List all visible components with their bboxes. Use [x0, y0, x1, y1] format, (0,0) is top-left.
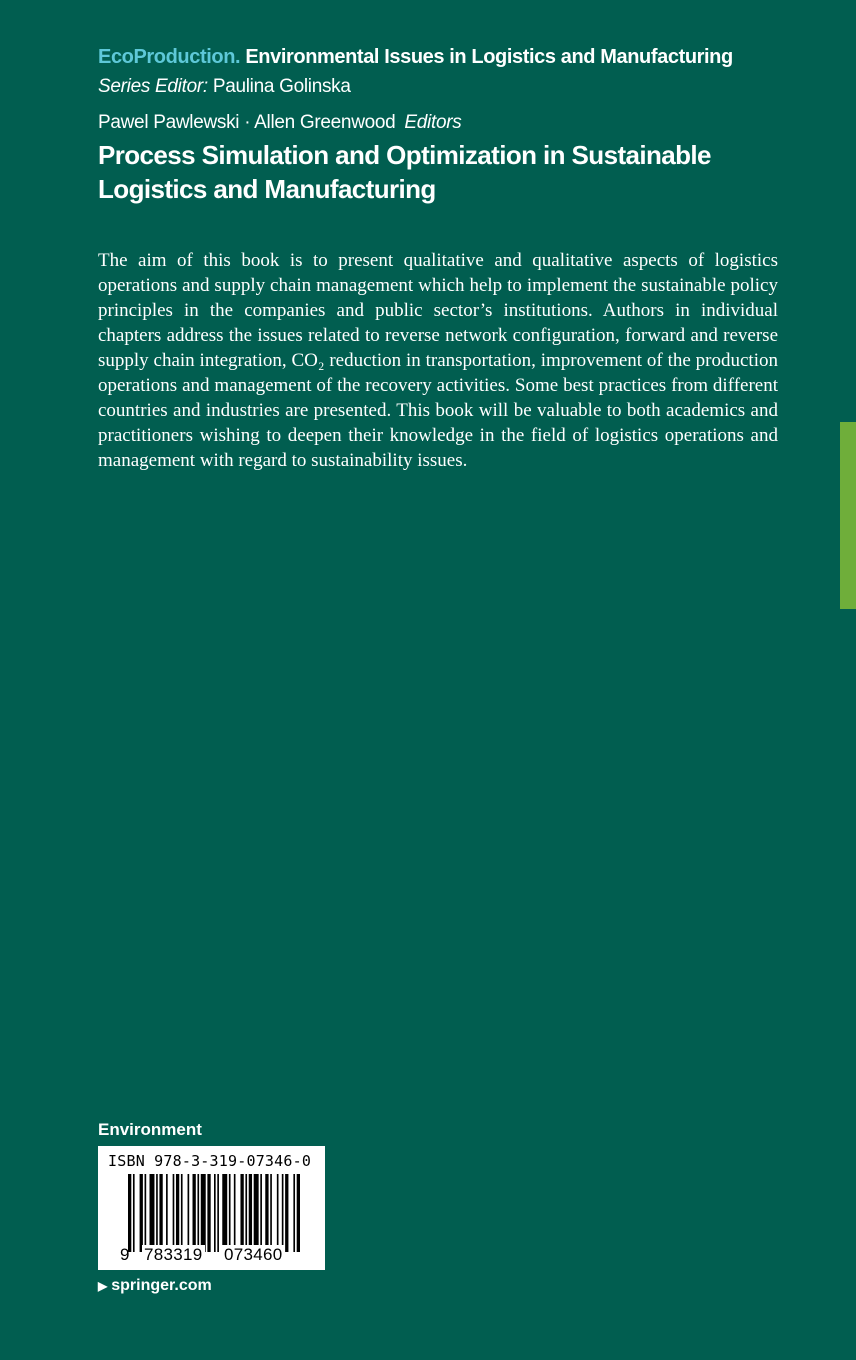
book-title: Process Simulation and Optimization in Sustainable Logistics and Manufacturing	[98, 140, 711, 204]
barcode-bar	[240, 1174, 243, 1252]
barcode-bar	[166, 1174, 168, 1252]
barcode-bar	[173, 1174, 175, 1252]
barcode-bar	[297, 1174, 300, 1252]
subject-category: Environment	[98, 1120, 202, 1139]
series-editor-name: Paulina Golinska	[212, 76, 351, 97]
play-arrow-icon: ▶	[98, 1279, 108, 1293]
series-editor-line	[98, 76, 351, 98]
barcode-bar	[156, 1174, 158, 1252]
series-heading	[98, 46, 733, 69]
side-color-tab	[840, 422, 856, 609]
barcode-bar	[260, 1174, 262, 1252]
barcode-bar	[249, 1174, 252, 1252]
barcode-bar	[128, 1174, 131, 1252]
barcode-bar	[214, 1174, 216, 1252]
barcode-bar	[159, 1174, 162, 1252]
isbn-barcode	[98, 1146, 325, 1270]
barcode-bar	[188, 1174, 190, 1252]
barcode-bar	[176, 1174, 179, 1252]
editor-names: Pawel Pawlewski · Allen Greenwood	[98, 112, 396, 133]
editors-line	[98, 112, 461, 134]
ean-left-digits: 783319	[144, 1245, 203, 1264]
barcode-bar	[277, 1174, 279, 1252]
barcode-bar	[217, 1174, 219, 1252]
barcode-bar	[245, 1174, 247, 1252]
series-editor-label: Series Editor:	[98, 76, 208, 97]
ean-prefix-digit: 9	[120, 1245, 130, 1264]
barcode-bar	[150, 1174, 155, 1252]
barcode-bar	[285, 1174, 288, 1252]
barcode-bar	[222, 1174, 227, 1252]
barcode-bar	[207, 1174, 210, 1252]
barcode-bar	[265, 1174, 268, 1252]
barcode-bar	[133, 1174, 135, 1252]
isbn-label: ISBN 978-3-319-07346-0	[108, 1152, 312, 1170]
barcode-bar	[234, 1174, 236, 1252]
barcode-bar	[293, 1174, 295, 1252]
barcode-bar	[140, 1174, 143, 1252]
series-title: Environmental Issues in Logistics and Manufacturing	[245, 46, 733, 68]
barcode-bar	[254, 1174, 259, 1252]
website-text: springer.com	[111, 1277, 212, 1294]
editors-role: Editors	[404, 112, 462, 133]
book-description: The aim of this book is to present qualitative and qualitative aspects of logistics operations and supply chain management which help to implement the sustainable policy principles in the companies and public sector’s institutions. Authors in individual chapters address the issues related to reverse network configuration, forward and reverse supply chain integration, CO₂ reduction in transportation, improvement of the production operations and management of the recovery activities. Some best practices from different countries and industries are presented. This book will be valuable to both academics and practitioners wishing to deepen their knowledge in the field of logistics operations and management with regard to sustainability issues.	[98, 250, 778, 471]
barcode-bar	[197, 1174, 199, 1252]
barcode-bar	[181, 1174, 183, 1252]
barcode-bar	[145, 1174, 147, 1252]
barcode-bar	[193, 1174, 196, 1252]
ean-right-digits: 073460	[224, 1245, 283, 1264]
barcode-bars	[128, 1174, 300, 1252]
barcode-bar	[270, 1174, 272, 1252]
publisher-website[interactable]	[98, 1277, 212, 1295]
barcode-bar	[229, 1174, 231, 1252]
barcode-bar	[201, 1174, 206, 1252]
series-name: EcoProduction.	[98, 46, 241, 68]
barcode-bar	[282, 1174, 284, 1252]
